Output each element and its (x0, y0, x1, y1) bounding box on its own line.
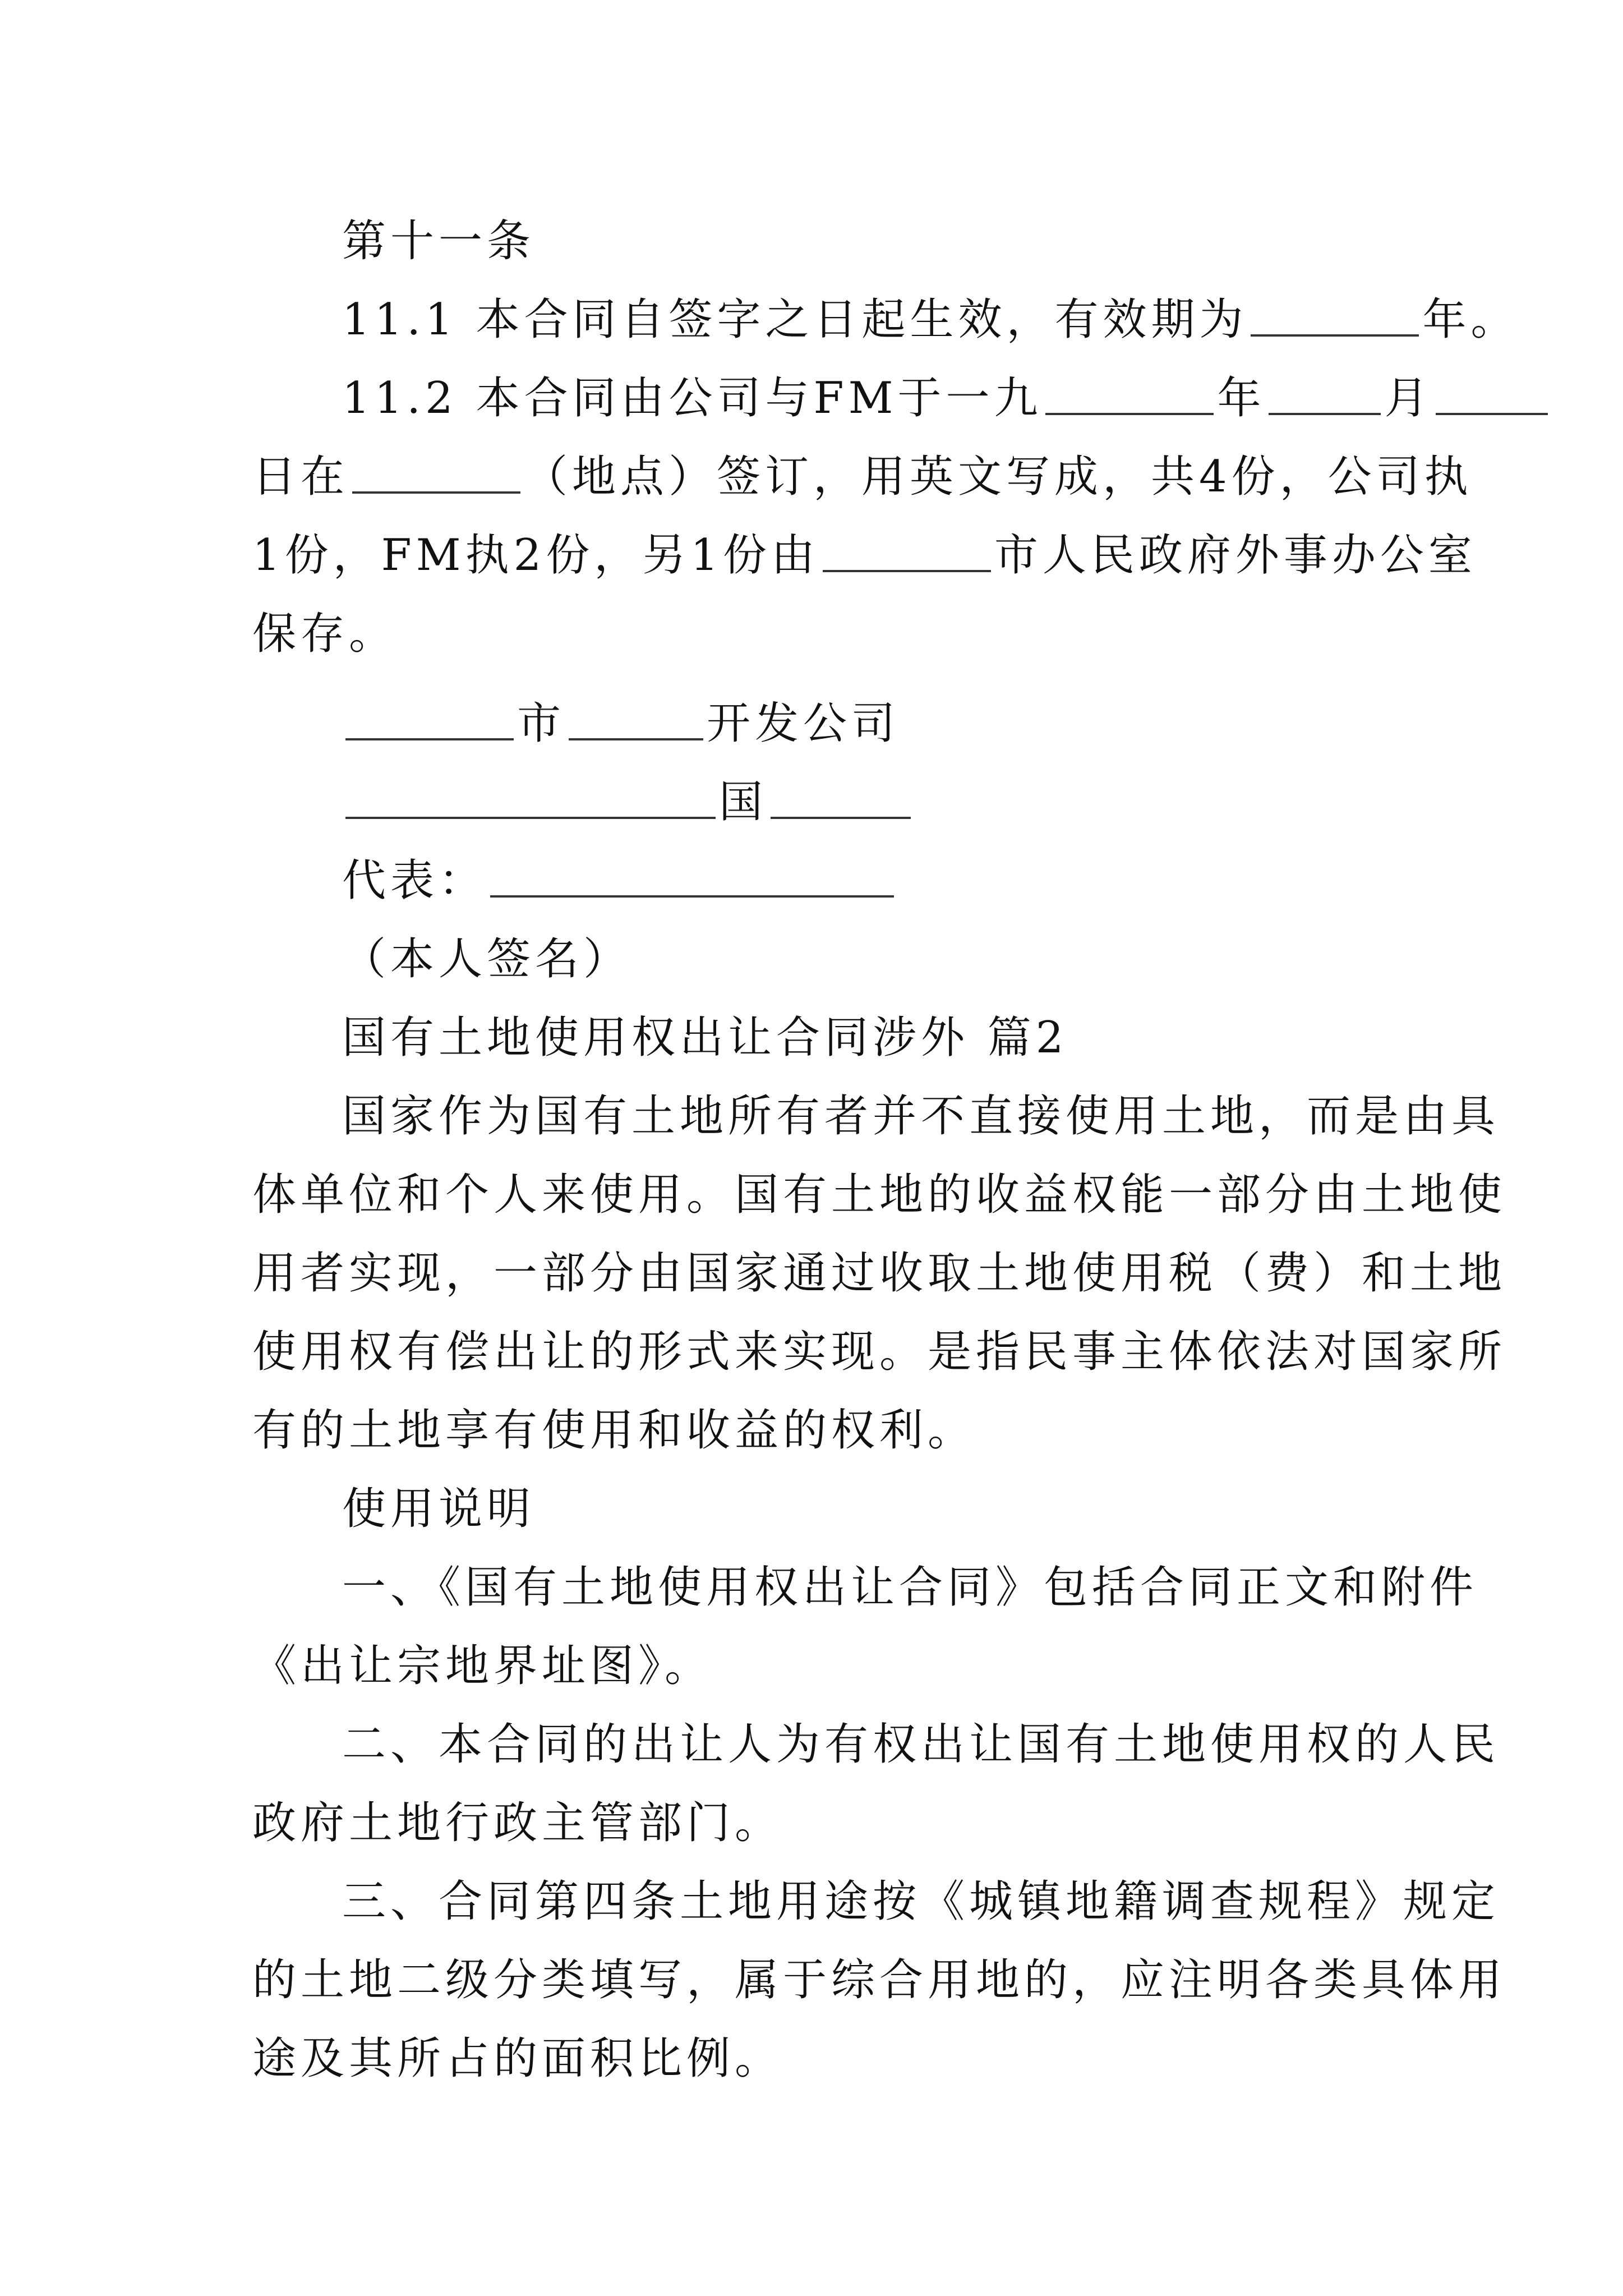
paragraph-line: 用者实现，一部分由国家通过收取土地使用税（费）和土地 (252, 1248, 1507, 1299)
paragraph-line: 国家作为国有土地所有者并不直接使用土地，而是由具 (342, 1091, 1500, 1142)
usage-item-3-cont: 途及其所占的面积比例。 (252, 2033, 783, 2084)
usage-heading: 使用说明 (342, 1484, 536, 1534)
usage-item-3: 三、合同第四条土地用途按《城镇地籍调查规程》规定 (342, 1876, 1500, 1927)
article-heading: 第十一条 (342, 216, 536, 266)
company-name-blank (569, 690, 703, 740)
representative-blank (490, 847, 894, 898)
paragraph-line: 有的土地享有使用和收益的权利。 (252, 1405, 976, 1456)
country-name-blank (345, 769, 716, 819)
month-blank (1269, 365, 1381, 415)
year-blank (1045, 365, 1214, 415)
validity-blank (1251, 286, 1419, 337)
signature-company: 市 开发公司 (342, 690, 1402, 757)
clause-11-1: 11.1 本合同自签字之日起生效，有效期为 年。 (342, 286, 1402, 353)
signature-representative: 代表： (342, 847, 1402, 914)
clause-11-2-line1: 11.2 本合同由公司与FM于一九 年 月 (342, 365, 1402, 432)
company-city-blank (345, 690, 514, 740)
clause-11-2-line4: 保存。 (252, 609, 398, 659)
usage-item-2: 二、本合同的出让人为有权出让国有土地使用权的人民 (342, 1719, 1500, 1770)
clause-11-2-line3: 1份，FM执2份，另1份由 市人民政府外事办公室 (252, 522, 1402, 589)
country-suffix-blank (771, 769, 911, 819)
signature-note: （本人签名） (342, 934, 632, 984)
city-blank (823, 522, 991, 572)
clause-11-2-line2: 日在 （地点）签订，用英文写成，共4份，公司执 (252, 443, 1402, 510)
usage-item-1: 一、《国有土地使用权出让合同》包括合同正文和附件 (342, 1562, 1478, 1613)
place-blank (352, 443, 520, 494)
usage-item-2-cont: 政府土地行政主管部门。 (252, 1798, 783, 1848)
signature-country: 国 (342, 769, 1402, 836)
usage-item-1-cont: 《出让宗地界址图》。 (252, 1641, 713, 1691)
paragraph-line: 体单位和个人来使用。国有土地的收益权能一部分由土地使 (252, 1170, 1507, 1220)
paragraph-line: 使用权有偿出让的形式来实现。是指民事主体依法对国家所 (252, 1327, 1507, 1377)
section-title: 国有土地使用权出让合同涉外 篇2 (342, 1013, 1068, 1063)
day-blank (1436, 365, 1548, 415)
usage-item-3-cont: 的土地二级分类填写，属于综合用地的，应注明各类具体用 (252, 1955, 1507, 2005)
